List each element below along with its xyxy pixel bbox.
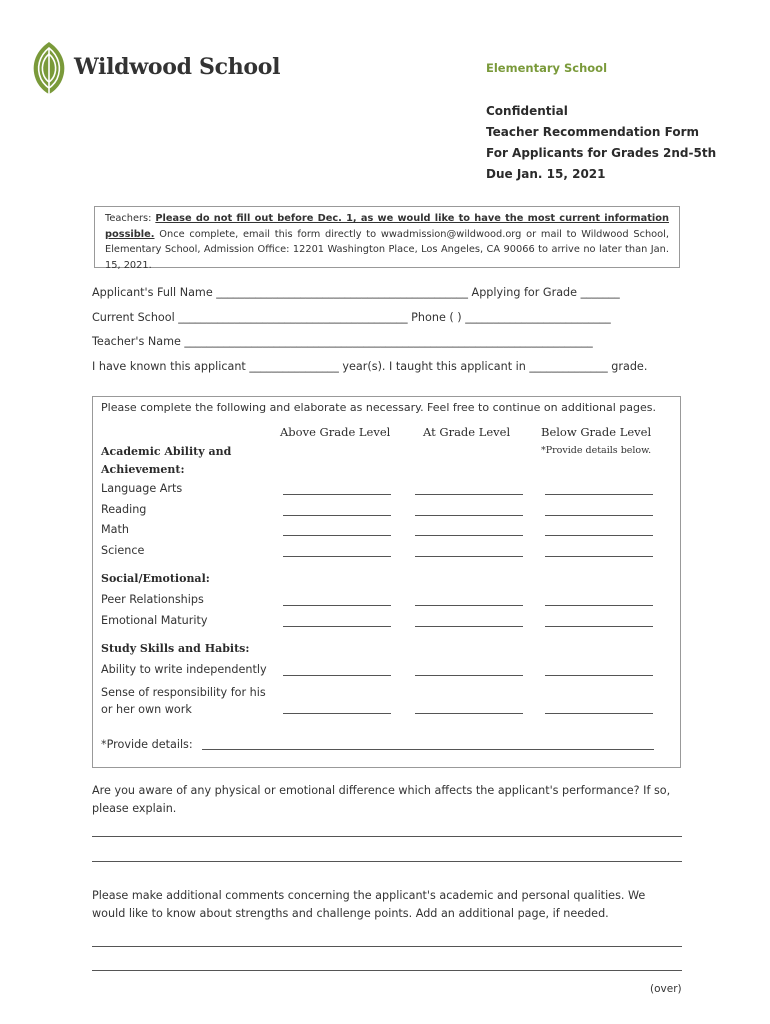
leaf-logo-icon <box>28 40 70 96</box>
blank-emotional-at[interactable] <box>415 626 523 627</box>
blank-write-at[interactable] <box>415 675 523 676</box>
ratings-intro: Please complete the following and elaborate as necessary. Feel free to continue on additional pages. <box>101 401 656 414</box>
blank-emotional-above[interactable] <box>283 626 391 627</box>
col-below-grade: Below Grade Level <box>541 425 652 439</box>
field-current-school[interactable]: Current School _________________________________________ Phone ( ) __________________________ <box>92 311 611 324</box>
row-reading: Reading <box>101 503 147 516</box>
school-logo <box>28 40 70 96</box>
header-line-1: Confidential <box>486 104 568 118</box>
answer-line-2[interactable] <box>92 861 682 862</box>
blank-math-at[interactable] <box>415 535 523 536</box>
section-study-title: Study Skills and Habits: <box>101 642 250 655</box>
blank-responsibility-below[interactable] <box>545 713 653 714</box>
row-responsibility: Sense of responsibility for his or her own work <box>101 686 266 716</box>
notice-body: Once complete, email this form directly to wwadmission@wildwood.org or mail to Wildwood School, Elementary School, Admission Office: 12201 Washington Place, Los Angeles, CA 90066 to arrive no later than Jan. 15, 2021. <box>105 228 669 271</box>
row-math: Math <box>101 523 129 536</box>
field-applicant-name[interactable]: Applicant's Full Name _____________________________________________ Applying for Grade _______ <box>92 286 620 299</box>
section-social-title: Social/Emotional: <box>101 572 210 585</box>
blank-peer-below[interactable] <box>545 605 653 606</box>
blank-language-arts-below[interactable] <box>545 494 653 495</box>
field-teacher-name[interactable]: Teacher's Name _________________________________________________________________________ <box>92 335 593 348</box>
col-above-grade: Above Grade Level <box>280 425 391 439</box>
details-label: *Provide details: <box>101 738 193 751</box>
row-language-arts: Language Arts <box>101 482 183 495</box>
blank-write-below[interactable] <box>545 675 653 676</box>
header-line-3: For Applicants for Grades 2nd-5th <box>486 146 717 160</box>
question-comments: Please make additional comments concerning the applicant's academic and personal qualities. We would like to know about strengths and challenge points. Add an additional page, if needed. <box>92 889 646 920</box>
teacher-notice <box>94 206 680 271</box>
header-line-2: Teacher Recommendation Form <box>486 125 700 139</box>
notice-prefix: Teachers: <box>105 213 156 224</box>
blank-language-arts-at[interactable] <box>415 494 523 495</box>
row-peer-relationships: Peer Relationships <box>101 593 204 606</box>
details-blank[interactable] <box>202 749 654 750</box>
blank-responsibility-above[interactable] <box>283 713 391 714</box>
blank-math-above[interactable] <box>283 535 391 536</box>
col-at-grade: At Grade Level <box>423 425 511 439</box>
answer-line-1[interactable] <box>92 836 682 837</box>
header-line-4: Due Jan. 15, 2021 <box>486 167 606 181</box>
division-label: Elementary School <box>486 61 608 75</box>
below-grade-note: *Provide details below. <box>541 445 652 456</box>
blank-reading-at[interactable] <box>415 515 523 516</box>
blank-emotional-below[interactable] <box>545 626 653 627</box>
blank-responsibility-at[interactable] <box>415 713 523 714</box>
row-write-independently: Ability to write independently <box>101 663 267 676</box>
notice-bold: Please do not fill out before Dec. 1, as we would like to have the most current information possible. <box>105 213 669 240</box>
blank-science-below[interactable] <box>545 556 653 557</box>
blank-science-at[interactable] <box>415 556 523 557</box>
row-emotional-maturity: Emotional Maturity <box>101 614 208 627</box>
field-known-duration[interactable]: I have known this applicant ________________ year(s). I taught this applicant in ______________ grade. <box>92 360 648 373</box>
question-difference: Are you aware of any physical or emotional difference which affects the applicant's performance? If so, please explain. <box>92 784 671 815</box>
answer-line-3[interactable] <box>92 946 682 947</box>
blank-language-arts-above[interactable] <box>283 494 391 495</box>
answer-line-4[interactable] <box>92 970 682 971</box>
logo-text: Wildwood School <box>74 54 281 80</box>
blank-science-above[interactable] <box>283 556 391 557</box>
row-science: Science <box>101 544 145 557</box>
blank-math-below[interactable] <box>545 535 653 536</box>
page-over-label: (over) <box>650 983 682 995</box>
blank-peer-above[interactable] <box>283 605 391 606</box>
section-academic-title: Academic Ability and Achievement: <box>101 445 232 476</box>
blank-peer-at[interactable] <box>415 605 523 606</box>
blank-reading-above[interactable] <box>283 515 391 516</box>
blank-write-above[interactable] <box>283 675 391 676</box>
blank-reading-below[interactable] <box>545 515 653 516</box>
